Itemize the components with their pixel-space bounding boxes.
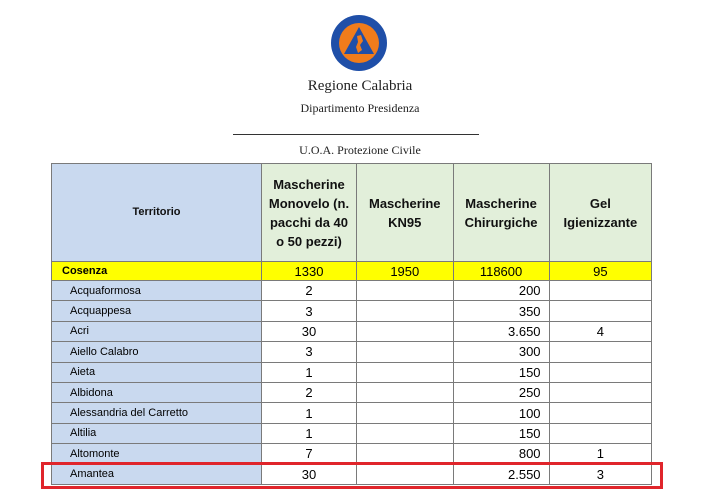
supplies-table [51, 163, 652, 485]
divider-line [233, 134, 479, 135]
chirurgiche-value: 3.650 [453, 321, 549, 341]
province-gel: 95 [549, 262, 652, 281]
region-title: Regione Calabria [307, 78, 413, 94]
gel-value [549, 423, 652, 443]
province-chirurgiche: 118600 [453, 262, 549, 281]
monovelo-value: 1 [262, 423, 357, 443]
table-header-row [52, 164, 652, 262]
kn95-value [357, 403, 454, 423]
gel-value: 3 [549, 464, 652, 484]
kn95-value [357, 321, 454, 341]
territory-name: Aieta [52, 362, 262, 382]
territory-name: Aiello Calabro [52, 342, 262, 362]
department-title: Dipartimento Presidenza [300, 101, 420, 115]
monovelo-value: 1 [262, 403, 357, 423]
gel-value [549, 403, 652, 423]
chirurgiche-value: 100 [453, 403, 549, 423]
kn95-value [357, 362, 454, 382]
table-row [52, 321, 652, 341]
kn95-value [357, 281, 454, 301]
monovelo-value: 7 [262, 444, 357, 464]
province-kn95: 1950 [357, 262, 454, 281]
column-header-territorio: Territorio [52, 164, 262, 262]
table-row [52, 342, 652, 362]
column-header-kn95: Mascherine KN95 [357, 164, 454, 262]
chirurgiche-value: 350 [453, 301, 549, 321]
kn95-value [357, 423, 454, 443]
table-row [52, 382, 652, 402]
gel-value: 4 [549, 321, 652, 341]
territory-name: Acri [52, 321, 262, 341]
chirurgiche-value: 2.550 [453, 464, 549, 484]
chirurgiche-value: 150 [453, 423, 549, 443]
monovelo-value: 30 [262, 321, 357, 341]
territory-name: Altomonte [52, 444, 262, 464]
column-header-monovelo: Mascherine Monovelo (n. pacchi da 40 o 50 pezzi) [262, 164, 357, 262]
highlight-box [41, 462, 663, 489]
gel-value: 1 [549, 444, 652, 464]
table-row [52, 281, 652, 301]
territory-name: Acquaformosa [52, 281, 262, 301]
chirurgiche-value: 200 [453, 281, 549, 301]
territory-name: Altilia [52, 423, 262, 443]
unit-title: U.O.A. Protezione Civile [299, 143, 421, 157]
territory-name: Amantea [52, 464, 262, 484]
column-header-gel: Gel Igienizzante [549, 164, 652, 262]
table-row [52, 423, 652, 443]
chirurgiche-value: 800 [453, 444, 549, 464]
province-monovelo: 1330 [262, 262, 357, 281]
column-header-chirurgiche: Mascherine Chirurgiche [453, 164, 549, 262]
gel-value [549, 301, 652, 321]
gel-value [549, 382, 652, 402]
chirurgiche-value: 150 [453, 362, 549, 382]
table-row [52, 403, 652, 423]
monovelo-value: 2 [262, 382, 357, 402]
monovelo-value: 1 [262, 362, 357, 382]
table-row [52, 301, 652, 321]
kn95-value [357, 301, 454, 321]
territory-name: Acquappesa [52, 301, 262, 321]
monovelo-value: 2 [262, 281, 357, 301]
chirurgiche-value: 300 [453, 342, 549, 362]
territory-name: Alessandria del Carretto [52, 403, 262, 423]
gel-value [549, 281, 652, 301]
monovelo-value: 3 [262, 342, 357, 362]
monovelo-value: 30 [262, 464, 357, 484]
gel-value [549, 362, 652, 382]
kn95-value [357, 342, 454, 362]
protezione-civile-logo [330, 14, 388, 72]
province-row [52, 262, 652, 281]
province-name: Cosenza [52, 262, 262, 281]
table-row [52, 444, 652, 464]
territory-name: Albidona [52, 382, 262, 402]
table-row [52, 362, 652, 382]
monovelo-value: 3 [262, 301, 357, 321]
kn95-value [357, 444, 454, 464]
gel-value [549, 342, 652, 362]
chirurgiche-value: 250 [453, 382, 549, 402]
kn95-value [357, 382, 454, 402]
